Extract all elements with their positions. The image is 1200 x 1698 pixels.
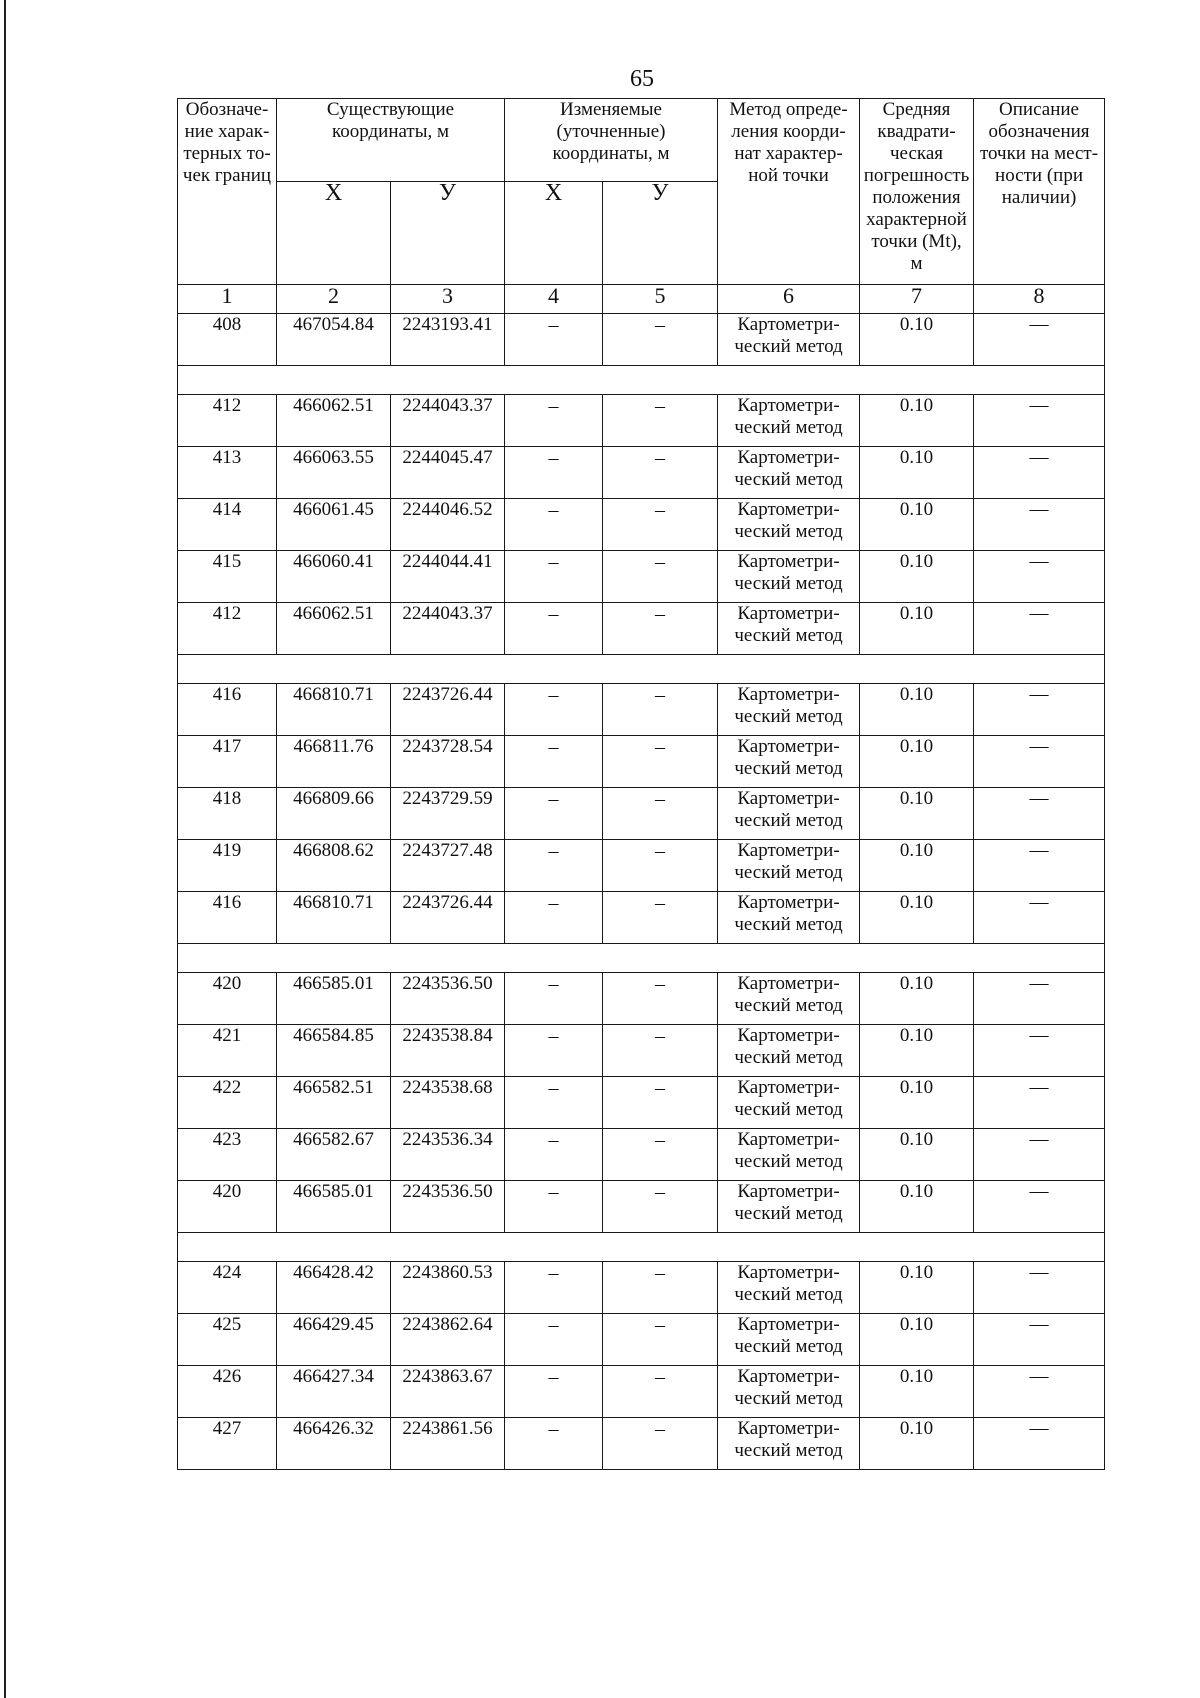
method-line-1: Картометри- [737,314,840,335]
table-row [178,973,1105,1025]
mean-error-value: 0.10 [860,447,974,499]
x-changed: – [505,499,603,551]
y-coordinate: 2243861.56 [391,1418,505,1470]
method-cell [718,736,860,788]
table-row [178,499,1105,551]
description-value: — [974,973,1105,1025]
column-number: 6 [718,285,860,314]
x-changed: – [505,1314,603,1366]
method-cell [718,892,860,944]
mean-error-value: 0.10 [860,736,974,788]
method-line-1: Картометри- [737,1129,840,1150]
point-id: 408 [178,314,277,366]
method-cell [718,1262,860,1314]
description-value: — [974,1262,1105,1314]
description-value: — [974,1181,1105,1233]
method-line-1: Картометри- [737,551,840,572]
y-coordinate: 2243538.84 [391,1025,505,1077]
method-line-2: ческий метод [734,706,843,727]
table-row [178,1262,1105,1314]
mean-error-value: 0.10 [860,1181,974,1233]
method-line-2: ческий метод [734,1203,843,1224]
y-changed: – [603,1314,718,1366]
table-row [178,1366,1105,1418]
y-changed: – [603,1181,718,1233]
table-row [178,684,1105,736]
y-coordinate: 2243863.67 [391,1366,505,1418]
table-row [178,1025,1105,1077]
column-number: 5 [603,285,718,314]
column-number: 7 [860,285,974,314]
method-line-1: Картометри- [737,447,840,468]
method-line-1: Картометри- [737,499,840,520]
x-changed: – [505,788,603,840]
method-line-2: ческий метод [734,1151,843,1172]
description-value: — [974,788,1105,840]
table-row [178,1418,1105,1470]
x-coordinate: 466062.51 [277,395,391,447]
point-id: 424 [178,1262,277,1314]
method-cell [718,314,860,366]
separator-cell [178,944,1105,973]
method-cell [718,1418,860,1470]
method-line-2: ческий метод [734,862,843,883]
method-line-1: Картометри- [737,1314,840,1335]
description-value: — [974,1129,1105,1181]
table-row [178,1077,1105,1129]
separator-cell [178,1233,1105,1262]
method-line-2: ческий метод [734,1099,843,1120]
method-cell [718,1314,860,1366]
method-line-2: ческий метод [734,810,843,831]
description-value: — [974,395,1105,447]
y-coordinate: 2243538.68 [391,1077,505,1129]
point-id: 416 [178,684,277,736]
x-changed: – [505,684,603,736]
y-changed: – [603,684,718,736]
method-line-2: ческий метод [734,469,843,490]
x-changed: – [505,1077,603,1129]
method-line-1: Картометри- [737,788,840,809]
mean-error-value: 0.10 [860,395,974,447]
y-changed: – [603,1077,718,1129]
method-cell [718,447,860,499]
method-cell [718,684,860,736]
point-id: 415 [178,551,277,603]
separator-row [178,366,1105,395]
y-coordinate: 2244043.37 [391,395,505,447]
method-line-2: ческий метод [734,1440,843,1461]
x-changed: – [505,840,603,892]
x-changed: – [505,447,603,499]
method-line-2: ческий метод [734,995,843,1016]
method-line-1: Картометри- [737,1025,840,1046]
y-coordinate: 2243728.54 [391,736,505,788]
x-coordinate: 466585.01 [277,973,391,1025]
point-id: 414 [178,499,277,551]
method-line-2: ческий метод [734,1336,843,1357]
column-number: 8 [974,285,1105,314]
point-id: 426 [178,1366,277,1418]
y-changed: – [603,395,718,447]
method-line-2: ческий метод [734,573,843,594]
description-value: — [974,684,1105,736]
method-line-1: Картометри- [737,892,840,913]
x-changed: – [505,1418,603,1470]
method-line-1: Картометри- [737,973,840,994]
x-changed: – [505,973,603,1025]
y-coordinate: 2243729.59 [391,788,505,840]
y-changed: – [603,1129,718,1181]
description-value: — [974,551,1105,603]
x-coordinate: 466808.62 [277,840,391,892]
mean-error-value: 0.10 [860,1129,974,1181]
point-id: 422 [178,1077,277,1129]
description-value: — [974,892,1105,944]
method-line-1: Картометри- [737,1418,840,1439]
y-changed: – [603,1025,718,1077]
description-value: — [974,1366,1105,1418]
y-changed: – [603,973,718,1025]
description-value: — [974,1418,1105,1470]
table-row [178,1129,1105,1181]
x-changed: – [505,314,603,366]
method-cell [718,603,860,655]
header-description: Описание обозначения точки на мест- ности (при наличии) [974,99,1105,285]
method-line-2: ческий метод [734,336,843,357]
x-coordinate: 466429.45 [277,1314,391,1366]
header-changed-coordinates: Изменяемые (уточненные) координаты, м [505,99,718,182]
mean-error-value: 0.10 [860,603,974,655]
method-line-1: Картометри- [737,603,840,624]
x-coordinate: 466810.71 [277,684,391,736]
method-line-2: ческий метод [734,758,843,779]
point-id: 419 [178,840,277,892]
mean-error-value: 0.10 [860,840,974,892]
description-value: — [974,840,1105,892]
method-line-1: Картометри- [737,395,840,416]
header-y-changed: У [603,182,718,285]
description-value: — [974,1314,1105,1366]
x-coordinate: 466426.32 [277,1418,391,1470]
separator-cell [178,366,1105,395]
description-value: — [974,314,1105,366]
y-changed: – [603,736,718,788]
method-cell [718,1366,860,1418]
header-mean-error: Средняя квадрати- ческая погрешность положения характерной точки (Mt), м [860,99,974,285]
x-changed: – [505,551,603,603]
point-id: 421 [178,1025,277,1077]
x-changed: – [505,1025,603,1077]
method-line-2: ческий метод [734,417,843,438]
x-coordinate: 466811.76 [277,736,391,788]
x-changed: – [505,395,603,447]
table-row [178,314,1105,366]
method-cell [718,788,860,840]
y-coordinate: 2244044.41 [391,551,505,603]
x-changed: – [505,1366,603,1418]
x-coordinate: 466584.85 [277,1025,391,1077]
method-cell [718,499,860,551]
method-cell [718,1077,860,1129]
y-coordinate: 2243536.50 [391,1181,505,1233]
method-cell [718,1181,860,1233]
x-coordinate: 466585.01 [277,1181,391,1233]
y-coordinate: 2243193.41 [391,314,505,366]
point-id: 417 [178,736,277,788]
y-changed: – [603,840,718,892]
y-changed: – [603,551,718,603]
mean-error-value: 0.10 [860,1418,974,1470]
mean-error-value: 0.10 [860,892,974,944]
x-changed: – [505,736,603,788]
y-coordinate: 2244045.47 [391,447,505,499]
method-line-2: ческий метод [734,1047,843,1068]
x-coordinate: 466427.34 [277,1366,391,1418]
y-changed: – [603,1418,718,1470]
method-cell [718,1025,860,1077]
method-line-2: ческий метод [734,1284,843,1305]
point-id: 412 [178,395,277,447]
description-value: — [974,1025,1105,1077]
x-coordinate: 466063.55 [277,447,391,499]
y-changed: – [603,1262,718,1314]
table-row [178,736,1105,788]
mean-error-value: 0.10 [860,1262,974,1314]
mean-error-value: 0.10 [860,1366,974,1418]
table-row [178,892,1105,944]
method-line-1: Картометри- [737,1077,840,1098]
x-changed: – [505,603,603,655]
method-line-2: ческий метод [734,1388,843,1409]
header-point-designation: Обозначе- ние харак- терных то- чек границ [178,99,277,285]
mean-error-value: 0.10 [860,551,974,603]
method-line-2: ческий метод [734,914,843,935]
method-line-1: Картометри- [737,736,840,757]
x-coordinate: 466061.45 [277,499,391,551]
y-changed: – [603,1366,718,1418]
description-value: — [974,447,1105,499]
y-changed: – [603,499,718,551]
table-row [178,1181,1105,1233]
description-value: — [974,1077,1105,1129]
method-line-1: Картометри- [737,840,840,861]
method-cell [718,840,860,892]
method-cell [718,973,860,1025]
point-id: 412 [178,603,277,655]
mean-error-value: 0.10 [860,1025,974,1077]
y-changed: – [603,892,718,944]
header-existing-coordinates: Существующие координаты, м [277,99,505,182]
y-coordinate: 2244043.37 [391,603,505,655]
header-x-existing: Х [277,182,391,285]
point-id: 427 [178,1418,277,1470]
method-line-1: Картометри- [737,1366,840,1387]
separator-row [178,1233,1105,1262]
x-coordinate: 466809.66 [277,788,391,840]
method-cell [718,1129,860,1181]
table-row [178,447,1105,499]
point-id: 413 [178,447,277,499]
description-value: — [974,603,1105,655]
description-value: — [974,736,1105,788]
header-method: Метод опреде- ления коорди- нат характер- ной точки [718,99,860,285]
method-line-1: Картометри- [737,1181,840,1202]
mean-error-value: 0.10 [860,1077,974,1129]
point-id: 425 [178,1314,277,1366]
y-changed: – [603,447,718,499]
point-id: 420 [178,973,277,1025]
x-coordinate: 467054.84 [277,314,391,366]
y-coordinate: 2243726.44 [391,892,505,944]
y-coordinate: 2244046.52 [391,499,505,551]
x-coordinate: 466582.51 [277,1077,391,1129]
method-line-1: Картометри- [737,1262,840,1283]
page-edge-line [4,0,6,1698]
separator-row [178,655,1105,684]
y-changed: – [603,788,718,840]
method-line-2: ческий метод [734,625,843,646]
header-y-existing: У [391,182,505,285]
table-row [178,551,1105,603]
y-coordinate: 2243727.48 [391,840,505,892]
y-coordinate: 2243536.34 [391,1129,505,1181]
column-number: 4 [505,285,603,314]
mean-error-value: 0.10 [860,973,974,1025]
x-coordinate: 466810.71 [277,892,391,944]
column-number: 3 [391,285,505,314]
method-line-1: Картометри- [737,684,840,705]
x-coordinate: 466060.41 [277,551,391,603]
method-line-2: ческий метод [734,521,843,542]
mean-error-value: 0.10 [860,1314,974,1366]
x-changed: – [505,892,603,944]
table-row [178,1314,1105,1366]
y-coordinate: 2243862.64 [391,1314,505,1366]
method-cell [718,551,860,603]
table-row [178,395,1105,447]
y-coordinate: 2243536.50 [391,973,505,1025]
description-value: — [974,499,1105,551]
mean-error-value: 0.10 [860,684,974,736]
column-number: 2 [277,285,391,314]
x-changed: – [505,1181,603,1233]
x-changed: – [505,1262,603,1314]
mean-error-value: 0.10 [860,788,974,840]
header-x-changed: Х [505,182,603,285]
table-row [178,840,1105,892]
x-changed: – [505,1129,603,1181]
point-id: 418 [178,788,277,840]
table-row [178,788,1105,840]
y-coordinate: 2243726.44 [391,684,505,736]
y-coordinate: 2243860.53 [391,1262,505,1314]
coordinates-table [177,98,1105,1470]
point-id: 420 [178,1181,277,1233]
method-cell [718,395,860,447]
separator-cell [178,655,1105,684]
table-row [178,603,1105,655]
point-id: 423 [178,1129,277,1181]
mean-error-value: 0.10 [860,314,974,366]
x-coordinate: 466062.51 [277,603,391,655]
x-coordinate: 466582.67 [277,1129,391,1181]
page-number: 65 [630,66,654,92]
y-changed: – [603,603,718,655]
mean-error-value: 0.10 [860,499,974,551]
point-id: 416 [178,892,277,944]
y-changed: – [603,314,718,366]
x-coordinate: 466428.42 [277,1262,391,1314]
column-number: 1 [178,285,277,314]
separator-row [178,944,1105,973]
